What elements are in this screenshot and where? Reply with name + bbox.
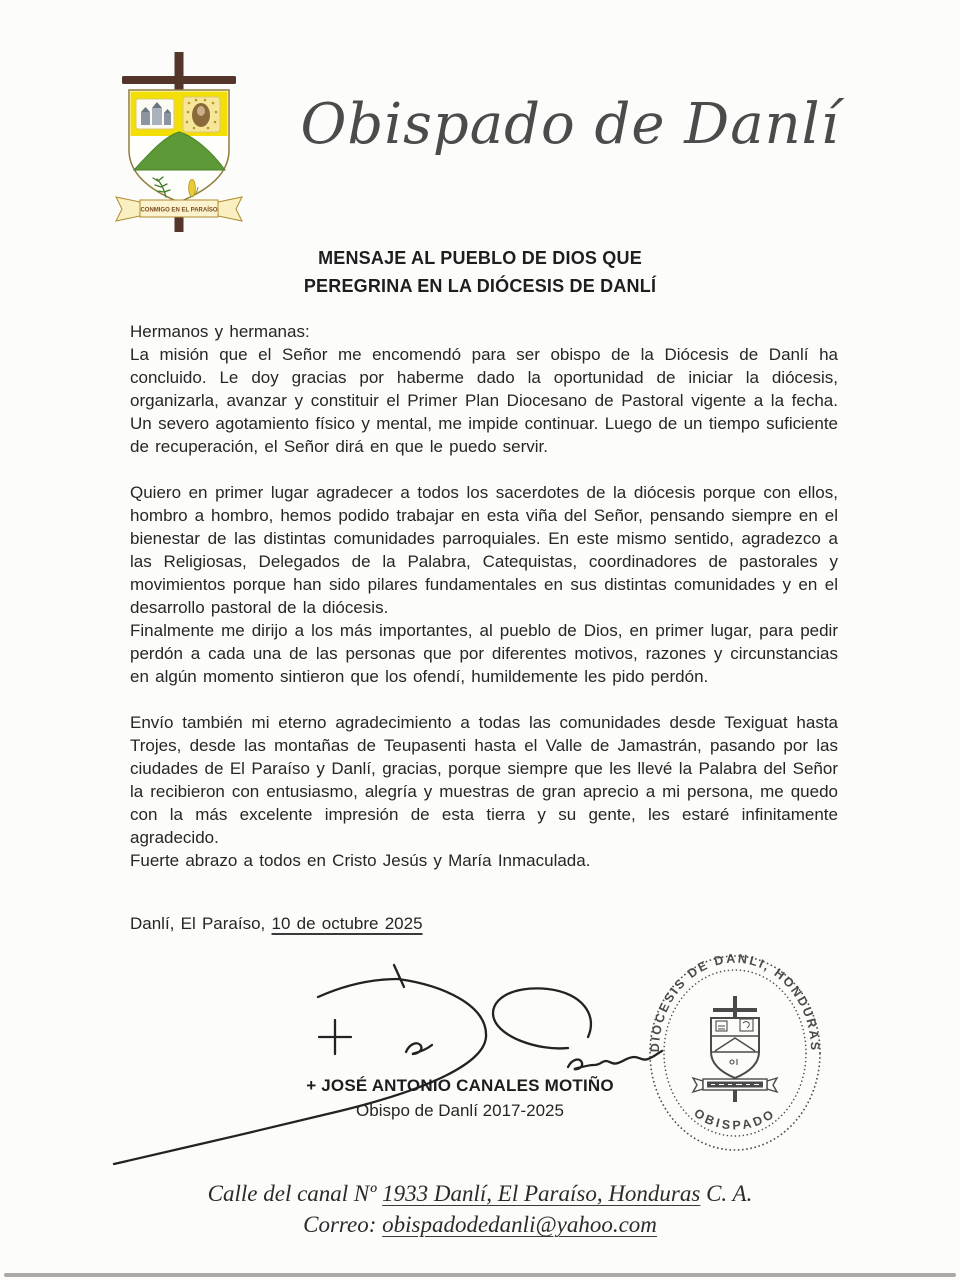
virgin-emblem bbox=[183, 97, 220, 132]
signature-apex-tick bbox=[394, 965, 404, 987]
document-title-line2: PEREGRINA EN LA DIÓCESIS DE DANLÍ bbox=[303, 276, 657, 296]
dateline-place: Danlí, El Paraíso, bbox=[130, 914, 272, 933]
letter-footer bbox=[0, 1178, 960, 1240]
letterhead-title: Obispado de Danlí bbox=[300, 92, 840, 157]
signatory-name: + JOSÉ ANTONIO CANALES MOTIÑO bbox=[306, 1076, 614, 1095]
letter-paragraph: Fuerte abrazo a todos en Cristo Jesús y María Inmaculada. bbox=[130, 851, 591, 870]
signature-upper-stroke bbox=[318, 979, 398, 997]
signature-plus-mark bbox=[319, 1020, 351, 1054]
diocese-coat-of-arms bbox=[104, 50, 254, 235]
footer-email-label: Correo: bbox=[303, 1212, 383, 1237]
letter-paragraph: La misión que el Señor me encomendó para ser obispo de la Diócesis de Danlí ha concluido. Le doy gracias por haberme dado la oportunidad de iniciar la diócesis, organizarla, avanzar y constituir el Primer Plan Diocesano de Pastoral vigente a la fecha. Un severo agotamiento físico y mental, me impide continuar. Luego de un tiempo suficiente de recuperación, el Señor dirá en que le puedo servir. bbox=[130, 345, 838, 456]
stamp-arc-top-text: DIOCESIS DE DANLI, HONDURAS bbox=[647, 951, 823, 1053]
footer-address-prefix: Calle del canal Nº bbox=[207, 1181, 383, 1206]
stamp-arc-bottom-text: OBISPADO bbox=[691, 1105, 779, 1133]
salutation: Hermanos y hermanas: bbox=[130, 322, 310, 341]
letter-body bbox=[130, 320, 838, 935]
document-title bbox=[0, 244, 960, 300]
signature-block bbox=[245, 1076, 675, 1121]
footer-email: obispadodedanli@yahoo.com bbox=[382, 1212, 657, 1237]
letter-paragraph: Finalmente me dirijo a los más importantes, al pueblo de Dios, en primer lugar, para pedir perdón a cada una de las personas que por diferentes motivos, razones y circunstancias en algún momento sintieron que los ofendí, humildemente les pido perdón. bbox=[130, 621, 838, 686]
signature-main-flourish bbox=[114, 979, 486, 1164]
footer-address-suffix: C. A. bbox=[700, 1181, 753, 1206]
document-title-line1: MENSAJE AL PUEBLO DE DIOS QUE bbox=[318, 248, 642, 268]
footer-address-underlined: 1933 Danlí, El Paraíso, Honduras bbox=[382, 1181, 701, 1206]
footer-address bbox=[0, 1178, 960, 1209]
crest-motto: CONMIGO EN EL PARAÍSO bbox=[140, 207, 218, 214]
church-emblem bbox=[136, 99, 174, 129]
signature-small-squiggle bbox=[406, 1043, 432, 1054]
letter-paragraphs bbox=[130, 343, 838, 872]
stamp-inner-crest bbox=[693, 996, 777, 1102]
motto-ribbon bbox=[116, 197, 242, 221]
signatory-role: Obispo de Danlí 2017-2025 bbox=[356, 1101, 564, 1120]
diocese-stamp bbox=[645, 950, 825, 1155]
letter-paragraph: Envío también mi eterno agradecimiento a todas las comunidades desde Texiguat hasta Trojes, desde las montañas de Teupasenti hasta el Valle de Jamastrán, pasando por las ciudades de El Paraíso y Danlí, gracias, porque siempre que les llevé la Palabra del Señor la recibieron con entusiasmo, alegría y muestras de gran aprecio a mi persona, me quedo con la más excelente impresión de esta tierra y su gente, les estaré infinitamente agradecido. bbox=[130, 713, 838, 847]
dateline bbox=[130, 912, 838, 935]
signature-loop bbox=[493, 988, 591, 1048]
handwritten-signature bbox=[90, 953, 670, 1168]
footer-email-line bbox=[0, 1209, 960, 1240]
dateline-date: 10 de octubre 2025 bbox=[271, 914, 423, 933]
letter-paragraph: Quiero en primer lugar agradecer a todos los sacerdotes de la diócesis porque con ellos, hombro a hombro, hemos podido trabajar en esta viña del Señor, pensando siempre en el bienestar de las distintas comunidades parroquiales. En este mismo sentido, agradezco a las Religiosas, Delegados de la Palabra, Catequistas, coordinadores de pastorales y movimientos porque han sido pilares fundamentales en sus distintas comunidades y en el desarrollo pastoral de la diócesis. bbox=[130, 483, 838, 617]
scan-bottom-edge bbox=[4, 1273, 956, 1277]
